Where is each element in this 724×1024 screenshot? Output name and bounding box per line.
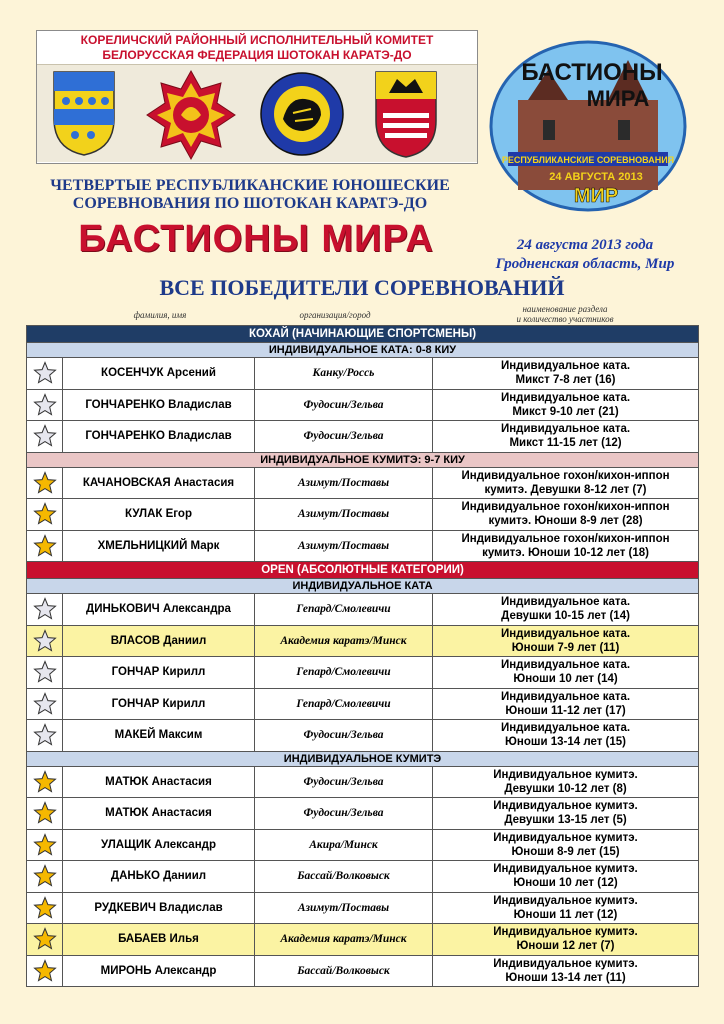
category-cell (433, 861, 699, 893)
event-date: 24 августа 2013 года (516, 237, 654, 253)
header-box (36, 30, 478, 164)
medal-cell (27, 625, 63, 657)
athlete-name: ВЛАСОВ Даниил (63, 625, 255, 657)
winner-row (27, 499, 699, 531)
silver-star-icon (33, 629, 57, 653)
winner-row (27, 955, 699, 987)
category-cell (433, 766, 699, 798)
gold-star-icon (33, 801, 57, 825)
category-line-2: Юноши 10 лет (12) (513, 877, 618, 890)
club-city: Бассай/Волковыск (255, 955, 433, 987)
section-header (27, 562, 699, 579)
athlete-name: ХМЕЛЬНИЦКИЙ Марк (63, 530, 255, 562)
section-label: OPEN (АБСОЛЮТНЫЕ КАТЕГОРИИ) (27, 562, 699, 579)
logo-band-2: 24 АВГУСТА 2013 (549, 171, 643, 183)
silver-star-icon (33, 424, 57, 448)
emblem-band (37, 64, 477, 162)
category-cell (433, 530, 699, 562)
club-city: Азимут/Поставы (255, 892, 433, 924)
section-label: КОХАЙ (НАЧИНАЮЩИЕ СПОРТСМЕНЫ) (27, 326, 699, 343)
event-title (30, 177, 470, 213)
club-city: Канку/Россь (255, 358, 433, 390)
section-label: ИНДИВИДУАЛЬНОЕ КУМИТЭ (27, 751, 699, 766)
athlete-name: МАТЮК Анастасия (63, 766, 255, 798)
medal-cell (27, 955, 63, 987)
category-cell (433, 389, 699, 421)
subsection-header (27, 343, 699, 358)
category-line-1: Индивидуальное кумитэ. (493, 957, 638, 970)
athlete-name: ГОНЧАР Кирилл (63, 657, 255, 689)
silver-star-icon (33, 393, 57, 417)
category-line-1: Индивидуальное ката. (500, 391, 631, 404)
winner-row (27, 720, 699, 752)
category-line-2: кумитэ. Девушки 8-12 лет (7) (484, 483, 647, 496)
athlete-name: КУЛАК Егор (63, 499, 255, 531)
winner-row (27, 892, 699, 924)
section-label: ИНДИВИДУАЛЬНОЕ КАТА: 0-8 КИУ (27, 343, 699, 358)
logo-bottom: МИР (573, 185, 619, 207)
category-line-1: Индивидуальное ката. (500, 659, 631, 672)
category-line-2: Микст 7-8 лет (16) (515, 374, 616, 387)
medal-cell (27, 798, 63, 830)
medal-cell (27, 829, 63, 861)
category-cell (433, 720, 699, 752)
gold-star-icon (33, 927, 57, 951)
category-cell (433, 594, 699, 626)
winner-row (27, 594, 699, 626)
category-line-2: Девушки 10-15 лет (14) (501, 610, 630, 623)
category-cell (433, 499, 699, 531)
club-city: Фудосин/Зельва (255, 766, 433, 798)
category-line-1: Индивидуальное кумитэ. (493, 768, 638, 781)
event-round-logo (488, 40, 688, 212)
silver-star-icon (33, 723, 57, 747)
category-cell (433, 625, 699, 657)
silver-star-icon (33, 361, 57, 385)
column-header-name: фамилия, имя (133, 310, 187, 320)
organizer-line-2: БЕЛОРУССКАЯ ФЕДЕРАЦИЯ ШОТОКАН КАРАТЭ-ДО (102, 48, 412, 62)
winners-table (26, 325, 699, 987)
medal-cell (27, 657, 63, 689)
medal-cell (27, 467, 63, 499)
athlete-name: КОСЕНЧУК Арсений (63, 358, 255, 390)
category-cell (433, 829, 699, 861)
category-line-1: Индивидуальное ката. (500, 627, 631, 640)
category-line-1: Индивидуальное ката. (500, 722, 631, 735)
category-cell (433, 798, 699, 830)
column-header-org: организация/город (299, 310, 371, 320)
medal-cell (27, 720, 63, 752)
medal-cell (27, 421, 63, 453)
mir-coat-of-arms-icon (373, 69, 439, 159)
winner-row (27, 358, 699, 390)
winner-row (27, 829, 699, 861)
federation-emblem-icon (145, 69, 237, 161)
event-date-place (480, 236, 690, 274)
athlete-name: ГОНЧАР Кирилл (63, 688, 255, 720)
athlete-name: МАКЕЙ Максим (63, 720, 255, 752)
athlete-name: ГОНЧАРЕНКО Владислав (63, 421, 255, 453)
silver-star-icon (33, 692, 57, 716)
medal-cell (27, 766, 63, 798)
category-line-2: Юноши 8-9 лет (15) (511, 845, 620, 858)
category-cell (433, 467, 699, 499)
event-name-heading: БАСТИОНЫ МИРА (78, 218, 434, 260)
medal-cell (27, 892, 63, 924)
winner-row (27, 798, 699, 830)
gold-star-icon (33, 770, 57, 794)
gold-star-icon (33, 471, 57, 495)
winner-row (27, 657, 699, 689)
winner-row (27, 389, 699, 421)
club-city: Гепард/Смолевичи (255, 657, 433, 689)
logo-band-1: РЕСПУБЛИКАНСКИЕ СОРЕВНОВАНИЯ (501, 155, 675, 165)
winner-row (27, 625, 699, 657)
athlete-name: РУДКЕВИЧ Владислав (63, 892, 255, 924)
category-line-2: Девушки 10-12 лет (8) (504, 782, 627, 795)
gold-star-icon (33, 959, 57, 983)
category-cell (433, 924, 699, 956)
winner-row (27, 766, 699, 798)
category-line-1: Индивидуальное кумитэ. (493, 926, 638, 939)
subsection-header (27, 751, 699, 766)
category-line-1: Индивидуальное кумитэ. (493, 831, 638, 844)
korelichi-coat-of-arms-icon (51, 69, 117, 157)
gold-star-icon (33, 864, 57, 888)
club-city: Фудосин/Зельва (255, 389, 433, 421)
category-line-2: Юноши 12 лет (7) (516, 940, 615, 953)
club-city: Азимут/Поставы (255, 467, 433, 499)
category-line-2: Девушки 13-15 лет (5) (504, 814, 627, 827)
medal-cell (27, 530, 63, 562)
category-line-2: Юноши 11-12 лет (17) (505, 704, 626, 717)
silver-star-icon (33, 597, 57, 621)
category-line-2: Юноши 13-14 лет (11) (505, 971, 626, 984)
organizer-line-1: КОРЕЛИЧСКИЙ РАЙОННЫЙ ИСПОЛНИТЕЛЬНЫЙ КОМИТЕТ (80, 33, 434, 47)
medal-cell (27, 358, 63, 390)
athlete-name: ДИНЬКОВИЧ Александра (63, 594, 255, 626)
silver-star-icon (33, 660, 57, 684)
medal-cell (27, 924, 63, 956)
medal-cell (27, 389, 63, 421)
column-header-category (435, 304, 695, 324)
gold-star-icon (33, 502, 57, 526)
category-line-1: Индивидуальное ката. (500, 423, 631, 436)
gold-star-icon (33, 534, 57, 558)
club-city: Фудосин/Зельва (255, 798, 433, 830)
category-line-1: Индивидуальное ката. (500, 596, 631, 609)
winner-row (27, 688, 699, 720)
category-cell (433, 421, 699, 453)
club-city: Академия каратэ/Минск (255, 625, 433, 657)
category-line-2: Юноши 10 лет (14) (513, 673, 618, 686)
club-city: Гепард/Смолевичи (255, 594, 433, 626)
category-line-2: Микст 9-10 лет (21) (512, 405, 619, 418)
category-line-1: Индивидуальное ката. (500, 690, 631, 703)
club-city: Фудосин/Зельва (255, 421, 433, 453)
category-line-2: Юноши 7-9 лет (11) (511, 641, 620, 654)
category-cell (433, 657, 699, 689)
winner-row (27, 861, 699, 893)
category-line-2: кумитэ. Юноши 10-12 лет (18) (482, 546, 649, 559)
category-line-2: кумитэ. Юноши 8-9 лет (28) (488, 515, 643, 528)
category-line-1: Индивидуальное кумитэ. (493, 894, 638, 907)
athlete-name: ГОНЧАРЕНКО Владислав (63, 389, 255, 421)
club-city: Гепард/Смолевичи (255, 688, 433, 720)
event-place: Гродненская область, Мир (495, 256, 675, 272)
athlete-name: КАЧАНОВСКАЯ Анастасия (63, 467, 255, 499)
category-line-1: Индивидуальное гохон/кихон-иппон (461, 532, 670, 545)
club-city: Азимут/Поставы (255, 499, 433, 531)
column-header-category-line-1: наименование раздела (522, 304, 608, 314)
column-header-category-line-2: и количество участников (516, 314, 614, 324)
category-cell (433, 892, 699, 924)
medal-cell (27, 861, 63, 893)
event-title-line-2: СОРЕВНОВАНИЯ ПО ШОТОКАН КАРАТЭ-ДО (72, 195, 428, 212)
medal-cell (27, 594, 63, 626)
category-cell (433, 688, 699, 720)
athlete-name: УЛАЩИК Александр (63, 829, 255, 861)
category-line-2: Микст 11-15 лет (12) (509, 437, 622, 450)
winner-row (27, 530, 699, 562)
section-label: ИНДИВИДУАЛЬНОЕ КАТА (27, 579, 699, 594)
logo-text-top: БАСТИОНЫ (521, 59, 663, 86)
club-city: Азимут/Поставы (255, 530, 433, 562)
category-line-1: Индивидуальное кумитэ. (493, 800, 638, 813)
athlete-name: ДАНЬКО Даниил (63, 861, 255, 893)
shotokan-tiger-emblem-icon (259, 69, 345, 159)
category-cell (433, 955, 699, 987)
category-line-1: Индивидуальное ката. (500, 360, 631, 373)
gold-star-icon (33, 833, 57, 857)
athlete-name: МАТЮК Анастасия (63, 798, 255, 830)
medal-cell (27, 688, 63, 720)
subsection-header (27, 579, 699, 594)
event-title-line-1: ЧЕТВЕРТЫЕ РЕСПУБЛИКАНСКИЕ ЮНОШЕСКИЕ (50, 177, 450, 194)
winner-row (27, 421, 699, 453)
category-line-1: Индивидуальное кумитэ. (493, 863, 638, 876)
category-line-1: Индивидуальное гохон/кихон-иппон (461, 501, 670, 514)
club-city: Фудосин/Зельва (255, 720, 433, 752)
logo-text-mid: МИРА (586, 86, 650, 111)
winner-row (27, 924, 699, 956)
category-line-2: Юноши 13-14 лет (15) (505, 736, 626, 749)
winners-heading: ВСЕ ПОБЕДИТЕЛИ СОРЕВНОВАНИЙ (159, 275, 565, 300)
gold-star-icon (33, 896, 57, 920)
club-city: Акира/Минск (255, 829, 433, 861)
winner-row (27, 467, 699, 499)
medal-cell (27, 499, 63, 531)
section-label: ИНДИВИДУАЛЬНОЕ КУМИТЭ: 9-7 КИУ (27, 452, 699, 467)
club-city: Бассай/Волковыск (255, 861, 433, 893)
category-line-1: Индивидуальное гохон/кихон-иппон (461, 469, 670, 482)
section-header (27, 326, 699, 343)
category-line-2: Юноши 11 лет (12) (513, 908, 618, 921)
subsection-header (27, 452, 699, 467)
club-city: Академия каратэ/Минск (255, 924, 433, 956)
athlete-name: БАБАЕВ Илья (63, 924, 255, 956)
athlete-name: МИРОНЬ Александр (63, 955, 255, 987)
category-cell (433, 358, 699, 390)
